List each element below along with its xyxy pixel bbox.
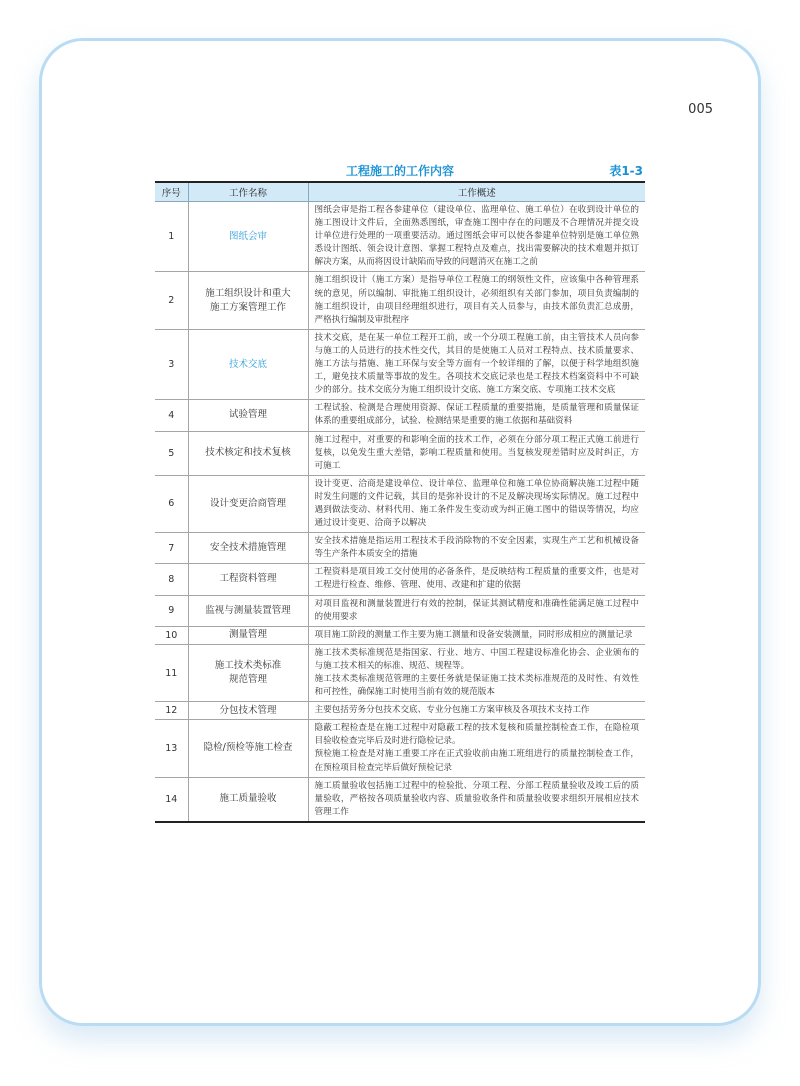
row-desc: 施工过程中，对重要的和影响全面的技术工作，必须在分部分项工程正式施工前进行复核，以免发生重大差错，影响工程质量和使用。当复核发现差错时应及时纠正，方可施工 [308,431,645,475]
header-desc: 工作概述 [308,182,645,202]
row-name-line: 规范管理 [228,674,267,685]
row-seq: 14 [155,777,188,822]
row-name [188,626,308,644]
table-row [155,564,645,595]
row-name [188,272,308,329]
row-desc: 图纸会审是指工程各参建单位（建设单位、监理单位、施工单位）在收到设计单位的施工图设计文件后，全面熟悉图纸，审查施工图中存在的问题及不合理情况并提交设计单位进行处理的一项重要活动。通过图纸会审可以使各参建单位特别是施工单位熟悉设计图纸、领会设计意图、掌握工程特点及难点，找出需要解决的技术难题并拟订解决方案，从而将因设计缺陷而导致的问题消灭在施工之前 [308,202,645,272]
row-desc: 施工组织设计（施工方案）是指导单位工程施工的纲领性文件，应该集中各种管理系统的意见，所以编制、审批施工组织设计，必须组织有关部门参加，项目负责编制的施工组织设计，由项目经理组织进行，项目有关人员参与，由技术部负责汇总成册，严格执行编制及审批程序 [308,272,645,329]
work-content-table [155,181,645,823]
table-row [155,202,645,272]
row-name-line: 施工质量验收 [219,793,277,805]
row-desc-para: 施工技术类标准规范是指国家、行业、地方、中国工程建设标准化协会、企业颁布的与施工技术相关的标准、规范、规程等。 [314,647,639,671]
row-name-line: 施工技术类标准 [214,660,282,671]
row-desc: 工程试验、检测是合理使用资源、保证工程质量的重要措施，是质量管理和质量保证体系的重要组成部分，试验、检测结果是重要的施工依据和基础资料 [308,400,645,431]
table-row [155,777,645,822]
row-seq: 4 [155,400,188,431]
table-row [155,475,645,532]
row-seq: 13 [155,720,188,777]
row-seq: 12 [155,702,188,720]
row-desc-para: 施工技术类标准规范管理的主要任务就是保证施工技术类标准规范的及时性、有效性和可控性，确保施工时使用当前有效的规范版本 [314,674,639,698]
row-desc: 安全技术措施是指运用工程技术手段消除物的不安全因素，实现生产工艺和机械设备等生产条件本质安全的措施 [308,533,645,564]
row-name-line: 监视与测量装置管理 [205,604,291,616]
table-header-row [155,182,645,202]
row-seq: 1 [155,202,188,272]
table-row [155,272,645,329]
row-name-link[interactable] [188,329,308,399]
table-row [155,702,645,720]
row-name [188,475,308,532]
row-desc-para: 隐蔽工程检查是在施工过程中对隐蔽工程的技术复核和质量控制检查工作，在隐检项目验收检查完毕后及时进行隐检记录。 [314,723,639,747]
row-name [188,564,308,595]
row-name-line[interactable]: 图纸会审 [228,230,267,242]
table-row [155,720,645,777]
row-name-line[interactable]: 技术交底 [228,358,267,370]
row-seq: 8 [155,564,188,595]
row-desc [308,720,645,777]
table-row [155,595,645,626]
row-name-line: 工程资料管理 [219,573,277,585]
table-row [155,644,645,701]
row-name-line: 施工组织设计和重大 [205,287,291,299]
row-name-line: 隐检/预检等施工检查 [203,742,293,754]
row-name-line: 安全技术措施管理 [209,542,286,554]
row-name-line: 试验管理 [228,409,267,421]
table-number: 表1-3 [609,164,643,178]
row-name-line: 设计变更洽商管理 [209,497,286,509]
row-desc: 技术交底，是在某一单位工程开工前，或一个分项工程施工前，由主管技术人员向参与施工的人员进行的技术性交代，其目的是使施工人员对工程特点、技术质量要求、施工方法与措施、施工环保与安全等方面有一个较详细的了解，以便于科学地组织施工，避免技术质量等事故的发生。各项技术交底记录也是工程技术档案资料中不可缺少的部分。技术交底分为施工组织设计交底、施工方案交底、专项施工技术交底 [308,329,645,399]
row-name [188,533,308,564]
table-title: 工程施工的工作内容 [345,164,454,178]
row-name-line: 施工方案管理工作 [209,301,286,313]
row-name-line: 测量管理 [228,629,267,641]
row-desc [308,644,645,701]
row-seq: 6 [155,475,188,532]
row-name [188,400,308,431]
row-name [188,702,308,720]
row-desc: 施工质量验收包括施工过程中的检验批、分项工程、分部工程质量验收及竣工后的质量验收，严格按各项质量验收内容、质量验收条件和质量验收要求组织开展相应技术管理工作 [308,777,645,822]
row-name [188,644,308,701]
header-seq: 序号 [155,182,188,202]
row-seq: 10 [155,626,188,644]
row-name-line: 分包技术管理 [219,704,277,716]
row-name-line: 技术核定和技术复核 [205,447,291,459]
row-name-link[interactable] [188,202,308,272]
row-seq: 2 [155,272,188,329]
row-desc: 工程资料是项目竣工交付使用的必备条件，是反映结构工程质量的重要文件，也是对工程进行检查、维修、管理、使用、改建和扩建的依据 [308,564,645,595]
row-seq: 11 [155,644,188,701]
row-seq: 5 [155,431,188,475]
row-desc: 对项目监视和测量装置进行有效的控制，保证其测试精度和准确性能满足施工过程中的使用要求 [308,595,645,626]
table-row [155,329,645,399]
table-row [155,533,645,564]
row-desc: 主要包括劳务分包技术交底、专业分包施工方案审核及各项技术支持工作 [308,702,645,720]
row-name [188,720,308,777]
table-row [155,431,645,475]
row-seq: 7 [155,533,188,564]
row-name [188,777,308,822]
table-caption [155,162,645,180]
table-row [155,626,645,644]
row-desc-para: 预检施工检查是对施工重要工序在正式验收前由施工班组进行的质量控制检查工作，在预检项目检查完毕后做好预检记录 [314,749,639,773]
page-number: 005 [688,102,713,117]
header-name: 工作名称 [188,182,308,202]
row-name [188,431,308,475]
row-seq: 3 [155,329,188,399]
row-seq: 9 [155,595,188,626]
table-row [155,400,645,431]
row-desc: 设计变更、洽商是建设单位、设计单位、监理单位和施工单位协商解决施工过程中随时发生问题的文件记载，其目的是弥补设计的不足及解决现场实际情况。施工过程中遇到做法变动、材料代用、施工条件发生变动或为纠正施工图中的错误等情况，均应通过设计变更、洽商予以解决 [308,475,645,532]
row-name [188,595,308,626]
row-desc: 项目施工阶段的测量工作主要为施工测量和设备安装测量，同时形成相应的测量记录 [308,626,645,644]
